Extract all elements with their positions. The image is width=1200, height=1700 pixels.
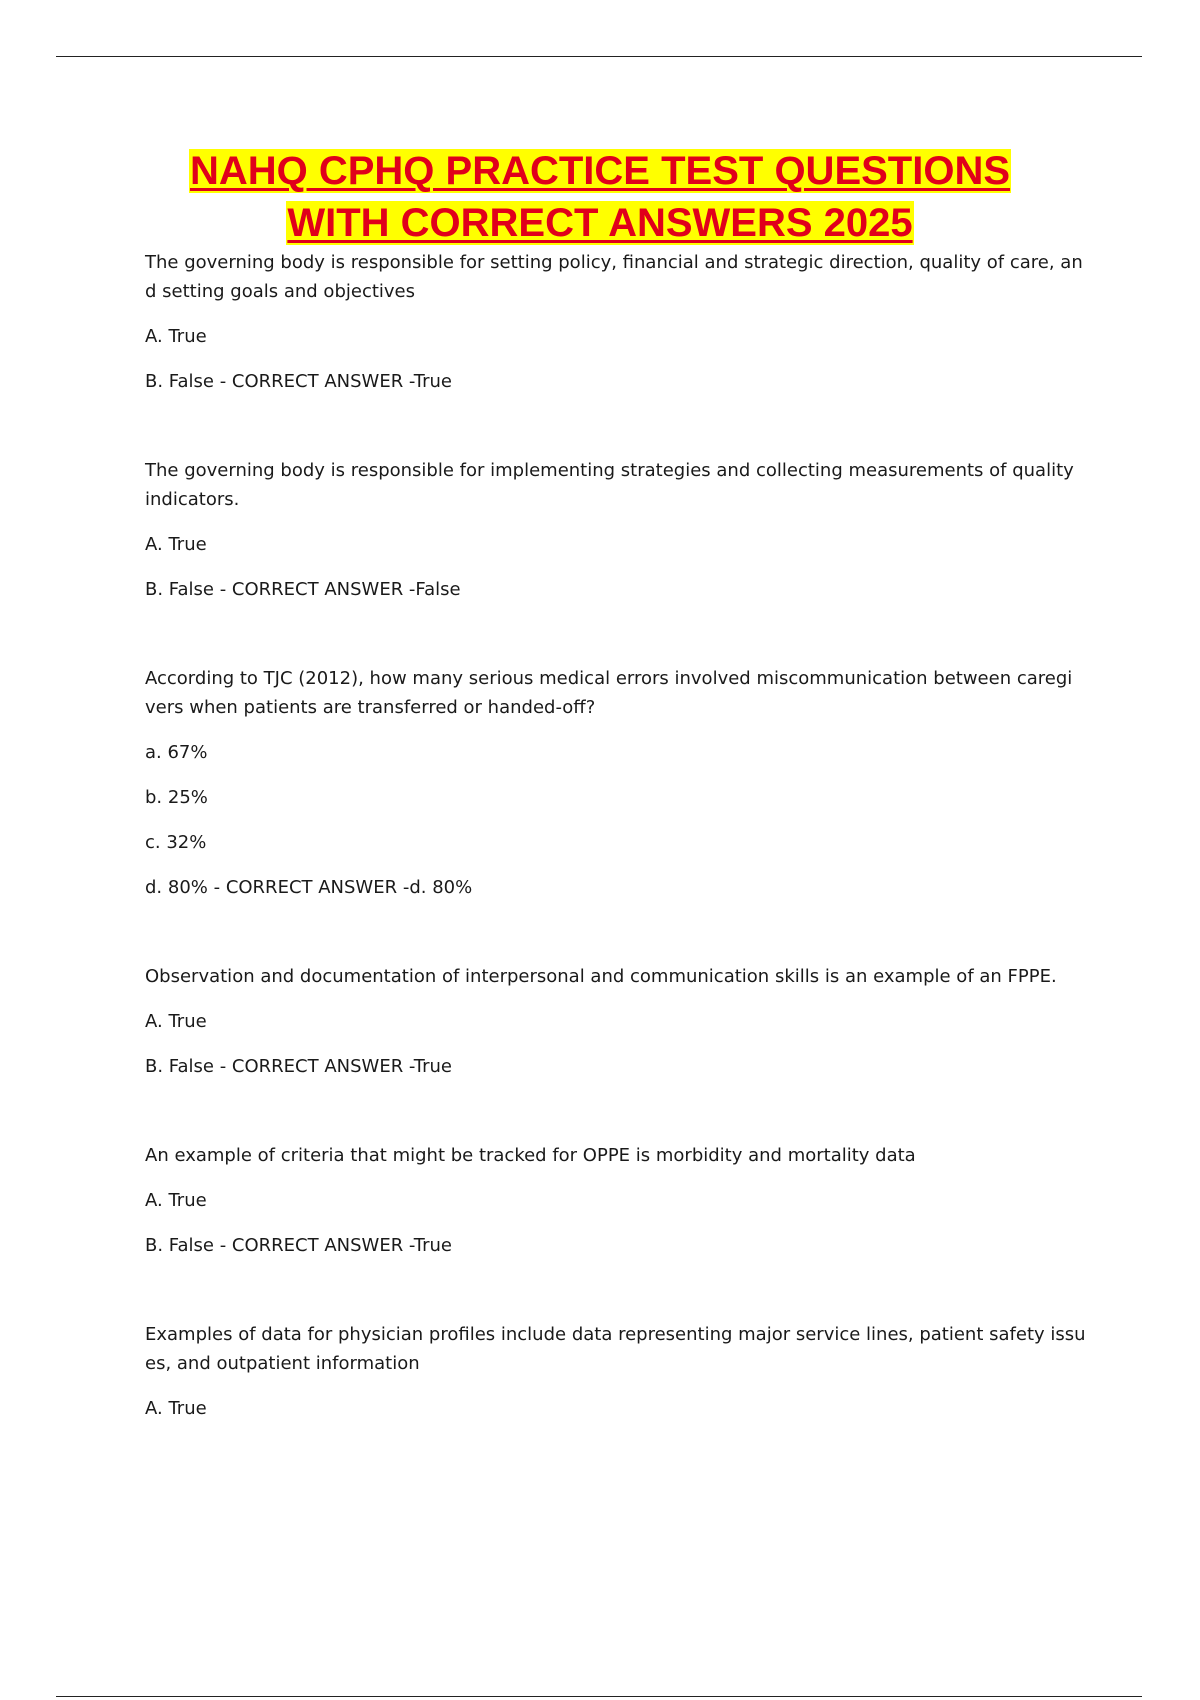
option-b-answer: B. False - CORRECT ANSWER -True xyxy=(145,1056,453,1077)
question-text: An example of criteria that might be tracked for OPPE is morbidity and mortality data xyxy=(145,1145,916,1166)
question-list xyxy=(145,248,1095,1423)
option-a: a. 67% xyxy=(145,742,208,763)
question-text: Examples of data for physician profiles include data representing major service lines, patient safety issu es, and outpatient information xyxy=(145,1324,1086,1374)
question-text: The governing body is responsible for setting policy, financial and strategic direction, quality of care, an d setting goals and objectives xyxy=(145,252,1083,302)
question-1 xyxy=(145,248,1095,396)
option-a: A. True xyxy=(145,326,207,347)
title-line-2: WITH CORRECT ANSWERS 2025 xyxy=(287,201,913,245)
question-2 xyxy=(145,456,1095,604)
option-b: b. 25% xyxy=(145,787,208,808)
bottom-rule xyxy=(56,1696,1142,1697)
option-a: A. True xyxy=(145,1190,207,1211)
question-text: The governing body is responsible for implementing strategies and collecting measurements of quality indicators. xyxy=(145,460,1074,510)
option-c: c. 32% xyxy=(145,832,207,853)
option-b-answer: B. False - CORRECT ANSWER -True xyxy=(145,1235,453,1256)
title-line-1: NAHQ CPHQ PRACTICE TEST QUESTIONS xyxy=(189,149,1011,193)
option-a: A. True xyxy=(145,1398,207,1419)
question-3 xyxy=(145,664,1095,902)
question-5 xyxy=(145,1141,1095,1260)
question-text: Observation and documentation of interpersonal and communication skills is an example of an FPPE. xyxy=(145,966,1057,987)
option-d-answer: d. 80% - CORRECT ANSWER -d. 80% xyxy=(145,877,473,898)
question-text: According to TJC (2012), how many serious medical errors involved miscommunication between caregi vers when patients are transferred or handed-off? xyxy=(145,668,1073,718)
question-4 xyxy=(145,962,1095,1081)
option-a: A. True xyxy=(145,1011,207,1032)
option-a: A. True xyxy=(145,534,207,555)
option-b-answer: B. False - CORRECT ANSWER -False xyxy=(145,579,461,600)
document-title xyxy=(0,145,1200,249)
option-b-answer: B. False - CORRECT ANSWER -True xyxy=(145,371,453,392)
top-rule xyxy=(56,56,1142,57)
question-6 xyxy=(145,1320,1095,1423)
